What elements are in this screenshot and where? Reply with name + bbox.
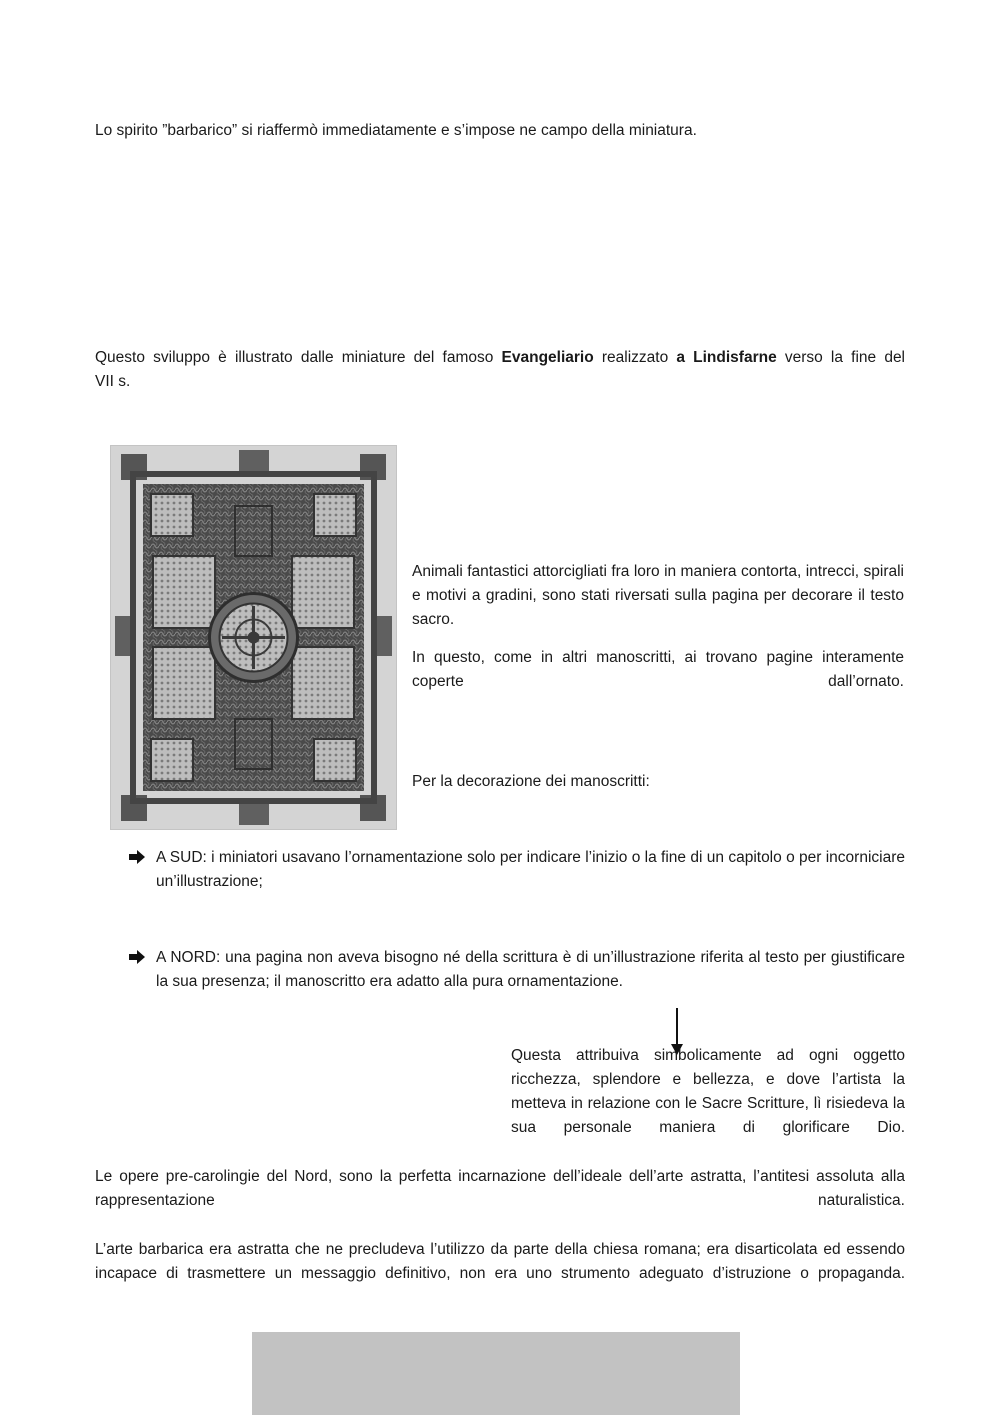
lindisfarne-paragraph	[95, 346, 905, 394]
bullet-north-text: A NORD: una pagina non aveva bisogno né della scrittura è di un’illustrazione riferita al testo per giustificare la sua presenza; il manoscritto era adatto alla pura ornamentazione.	[156, 949, 905, 990]
barbaric-art-paragraph: L’arte barbarica era astratta che ne precludeva l’utilizzo da parte della chiesa romana; era disarticolata ed essendo incapace di trasmettere un messaggio definitivo, non era uno strumento adeguato d’istruzione o propaganda.	[95, 1241, 905, 1282]
pre-carolingian-paragraph: Le opere pre-carolingie del Nord, sono la perfetta incarnazione dell’ideale dell’arte astratta, l’antitesi assoluta alla rappresentazione naturalistica.	[95, 1168, 905, 1209]
lindisfarne-line-1	[95, 346, 905, 370]
p2-text-a: Questo sviluppo è illustrato dalle miniature del famoso	[95, 349, 502, 366]
lindisfarne-carpet-page-image	[110, 445, 397, 830]
right-arrow-icon	[128, 848, 146, 866]
symbolism-note: Questa attribuiva simbolicamente ad ogni oggetto ricchezza, splendore e bellezza, e dove l’artista la metteva in relazione con le Sacre Scritture, lì risiedeva la sua personale maniera di glorificare Dio.	[511, 1047, 905, 1136]
evangeliario-bold: Evangeliario	[501, 349, 594, 366]
ornament-description: Animali fantastici attorcigliati fra loro in maniera contorta, intrecci, spirali e motivi a gradini, sono stati riversati sulla pagina per decorare il testo sacro.	[412, 563, 904, 628]
bullet-north	[128, 946, 905, 994]
p2-text-b: realizzato	[593, 349, 677, 366]
bullet-south-text: A SUD: i miniatori usavano l’ornamentazione solo per indicare l’inizio o la fine di un capitolo o per incorniciare un’illustrazione;	[156, 849, 905, 890]
p2-text-c: verso la fine del	[776, 349, 906, 366]
ornate-pages-note: In questo, come in altri manoscritti, ai trovano pagine interamente coperte dall’ornato.	[412, 649, 904, 690]
intro-paragraph: Lo spirito ”barbarico” si riaffermò immediatamente e s’impose ne campo della miniatura.	[95, 122, 697, 139]
bullet-south	[128, 846, 905, 894]
lindisfarne-line-2: VII s.	[95, 373, 131, 390]
decoration-intro: Per la decorazione dei manoscritti:	[412, 773, 650, 790]
carpet-page-ornament	[111, 446, 396, 829]
right-arrow-icon	[128, 948, 146, 966]
footer-gray-band	[252, 1332, 740, 1415]
lindisfarne-bold: a Lindisfarne	[676, 349, 777, 366]
